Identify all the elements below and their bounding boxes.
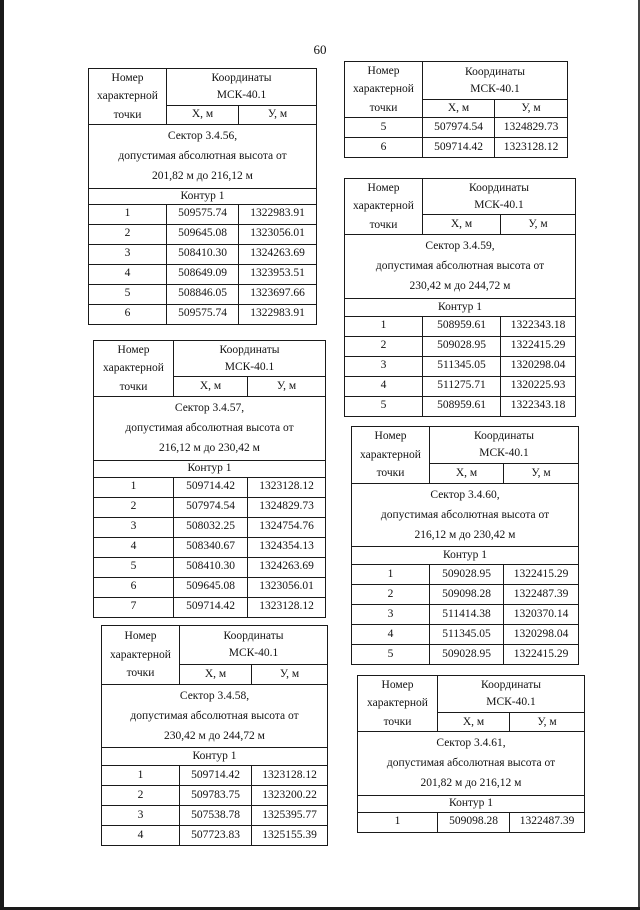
header-x: X, м — [430, 464, 504, 484]
table-row: 3 508410.30 1324263.69 — [89, 244, 317, 264]
page-number: 60 — [313, 42, 327, 57]
sector-caption: Сектор 3.4.57, допустимая абсолютная высота от 216,12 м до 230,42 м — [94, 397, 326, 460]
table-row: 2 509645.08 1323056.01 — [89, 224, 317, 244]
header-x: X, м — [174, 377, 248, 397]
table-row: 4 507723.83 1325155.39 — [102, 826, 328, 846]
header-y: У, м — [248, 377, 326, 397]
table-sector-3-4-59 — [344, 178, 576, 417]
table-sector-3-4-57 — [93, 340, 326, 618]
header-coordinates: Координаты МСК-40.1 — [174, 341, 326, 377]
header-coordinates: Координаты МСК-40.1 — [423, 179, 576, 215]
table-row: 6 509714.42 1323128.12 — [345, 138, 568, 158]
header-coordinates: Координаты МСК-40.1 — [167, 69, 317, 106]
table-sector-3-4-58 — [101, 625, 328, 846]
header-y: У, м — [239, 105, 317, 124]
header-x: X, м — [423, 100, 495, 118]
table-row: 2 509098.28 1322487.39 — [352, 585, 579, 605]
sector-caption: Сектор 3.4.59, допустимая абсолютная высота от 230,42 м до 244,72 м — [345, 235, 576, 298]
header-coordinates: Координаты МСК-40.1 — [430, 427, 579, 464]
header-point-number: Номер характерной точки — [358, 676, 438, 732]
table-row: 4 508340.67 1324354.13 — [94, 537, 326, 557]
table-row: 5 508846.05 1323697.66 — [89, 284, 317, 304]
sector-caption: Сектор 3.4.60, допустимая абсолютная высота от 216,12 м до 230,42 м — [352, 484, 579, 547]
header-coordinates: Координаты МСК-40.1 — [423, 62, 568, 100]
table-row: 1 509714.42 1323128.12 — [102, 766, 328, 786]
header-x: X, м — [167, 105, 239, 124]
table-row: 7 509714.42 1323128.12 — [94, 597, 326, 617]
table-row: 2 509028.95 1322415.29 — [345, 336, 576, 356]
header-y: У, м — [501, 215, 576, 235]
contour-label: Контур 1 — [352, 547, 579, 565]
table-row: 1 509714.42 1323128.12 — [94, 477, 326, 497]
header-x: X, м — [438, 713, 510, 732]
table-row: 5 508410.30 1324263.69 — [94, 557, 326, 577]
header-y: У, м — [495, 100, 568, 118]
contour-label: Контур 1 — [102, 748, 328, 766]
table-row: 6 509645.08 1323056.01 — [94, 577, 326, 597]
header-x: X, м — [180, 665, 252, 685]
header-point-number: Номер характерной точки — [89, 69, 167, 125]
table-row: 5 508959.61 1322343.18 — [345, 396, 576, 416]
table-row: 2 507974.54 1324829.73 — [94, 497, 326, 517]
header-y: У, м — [504, 464, 579, 484]
header-coordinates: Координаты МСК-40.1 — [180, 626, 328, 665]
table-row: 1 509575.74 1322983.91 — [89, 204, 317, 224]
table-row: 4 511345.05 1320298.04 — [352, 625, 579, 645]
sector-caption: Сектор 3.4.61, допустимая абсолютная высота от 201,82 м до 216,12 м — [358, 732, 585, 795]
table-row: 1 509098.28 1322487.39 — [358, 812, 585, 832]
table-row: 3 511345.05 1320298.04 — [345, 356, 576, 376]
table-sector-3-4-58-continued — [344, 61, 568, 158]
table-sector-3-4-61 — [357, 675, 585, 833]
header-y: У, м — [510, 713, 585, 732]
table-row: 5 507974.54 1324829.73 — [345, 118, 568, 138]
contour-label: Контур 1 — [89, 188, 317, 204]
header-point-number: Номер характерной точки — [345, 62, 423, 118]
scan-edge-left — [0, 0, 4, 910]
table-sector-3-4-56 — [88, 68, 317, 325]
contour-label: Контур 1 — [358, 795, 585, 812]
table-row: 3 507538.78 1325395.77 — [102, 806, 328, 826]
header-coordinates: Координаты МСК-40.1 — [438, 676, 585, 713]
table-row: 3 508032.25 1324754.76 — [94, 517, 326, 537]
header-point-number: Номер характерной точки — [345, 179, 423, 235]
table-row: 3 511414.38 1320370.14 — [352, 605, 579, 625]
sector-caption: Сектор 3.4.58, допустимая абсолютная высота от 230,42 м до 244,72 м — [102, 685, 328, 748]
contour-label: Контур 1 — [345, 298, 576, 316]
header-point-number: Номер характерной точки — [352, 427, 430, 484]
table-row: 1 509028.95 1322415.29 — [352, 565, 579, 585]
header-x: X, м — [423, 215, 501, 235]
header-point-number: Номер характерной точки — [94, 341, 174, 397]
table-row: 5 509028.95 1322415.29 — [352, 645, 579, 665]
table-row: 4 508649.09 1323953.51 — [89, 264, 317, 284]
sector-caption: Сектор 3.4.56, допустимая абсолютная высота от 201,82 м до 216,12 м — [89, 125, 317, 188]
table-row: 4 511275.71 1320225.93 — [345, 376, 576, 396]
header-point-number: Номер характерной точки — [102, 626, 180, 685]
contour-label: Контур 1 — [94, 460, 326, 477]
table-row: 6 509575.74 1322983.91 — [89, 304, 317, 324]
table-row: 1 508959.61 1322343.18 — [345, 316, 576, 336]
header-y: У, м — [252, 665, 328, 685]
table-row: 2 509783.75 1323200.22 — [102, 786, 328, 806]
table-sector-3-4-60 — [351, 426, 579, 665]
